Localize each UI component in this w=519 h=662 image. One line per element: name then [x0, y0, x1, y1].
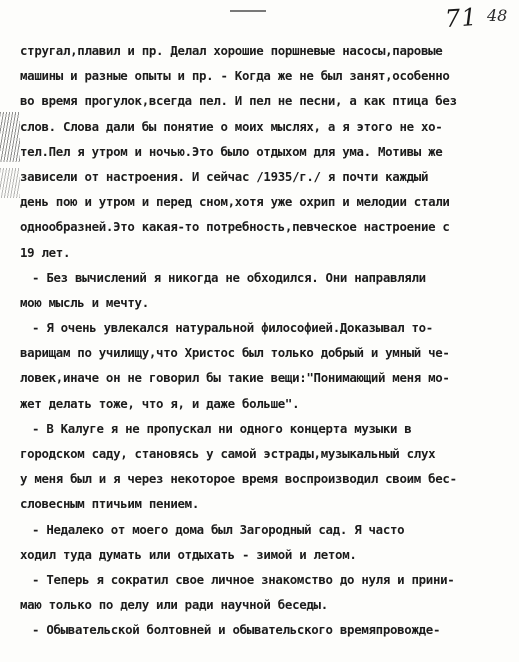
text-line: зависели от настроения. И сейчас /1935/г./ я почти каждый [20, 168, 429, 184]
text-line: ходил туда думать или отдыхать - зимой и летом. [20, 546, 357, 562]
text-line: - Недалеко от моего дома был Загородный сад. Я часто [32, 521, 405, 537]
text-line: жет делать тоже, что я, и даже больше". [20, 395, 300, 411]
margin-scribble [0, 168, 20, 198]
text-line: - Теперь я сократил свое личное знакомство до нуля и прини- [32, 571, 455, 587]
handwritten-page-number-alt: 48 [487, 6, 508, 25]
text-line: тел.Пел я утром и ночью.Это было отдыхом для ума. Мотивы же [20, 143, 443, 159]
text-line: варищам по училищу,что Христос был только добрый и умный че- [20, 345, 450, 361]
text-line: маю только по делу или ради научной беседы. [20, 597, 328, 613]
text-line: словесным птичьим пением. [20, 496, 199, 512]
text-line: 19 лет. [20, 244, 71, 260]
text-line: - В Калуге я не пропускал ни одного концерта музыки в [32, 420, 412, 436]
text-line: день пою и утром и перед сном,хотя уже охрип и мелодии стали [20, 194, 450, 210]
text-line: - Обывательской болтовней и обывательского времяпровожде- [32, 622, 441, 638]
text-line: городском саду, становясь у самой эстрады,музыкальный слух [20, 446, 436, 461]
text-line: у меня был и я через некоторое время воспроизводил своим бес- [20, 471, 457, 487]
text-line: слов. Слова дали бы понятие о моих мыслях, а я этого не хо- [20, 118, 443, 134]
document-body [20, 38, 498, 643]
text-line: во время прогулок,всегда пел. И пел не песни, а как птица без [20, 93, 457, 109]
text-line: мою мысль и мечту. [20, 294, 149, 310]
top-dash [230, 10, 266, 12]
handwritten-page-number: 71 [444, 2, 479, 34]
text-line: ловек,иначе он не говорил бы такие вещи:"Понимающий меня мо- [20, 370, 450, 386]
margin-scribble [0, 112, 20, 162]
text-line: однообразней.Это какая-то потребность,певческое настроение с [20, 219, 450, 235]
text-line: стругал,плавил и пр. Делал хорошие поршневые насосы,паровые [20, 43, 443, 58]
text-line: машины и разные опыты и пр. - Когда же не был занят,особенно [20, 68, 450, 84]
text-line: - Без вычислений я никогда не обходился. Они направляли [32, 269, 426, 285]
text-line: - Я очень увлекался натуральной философией.Доказывал то- [32, 320, 433, 336]
